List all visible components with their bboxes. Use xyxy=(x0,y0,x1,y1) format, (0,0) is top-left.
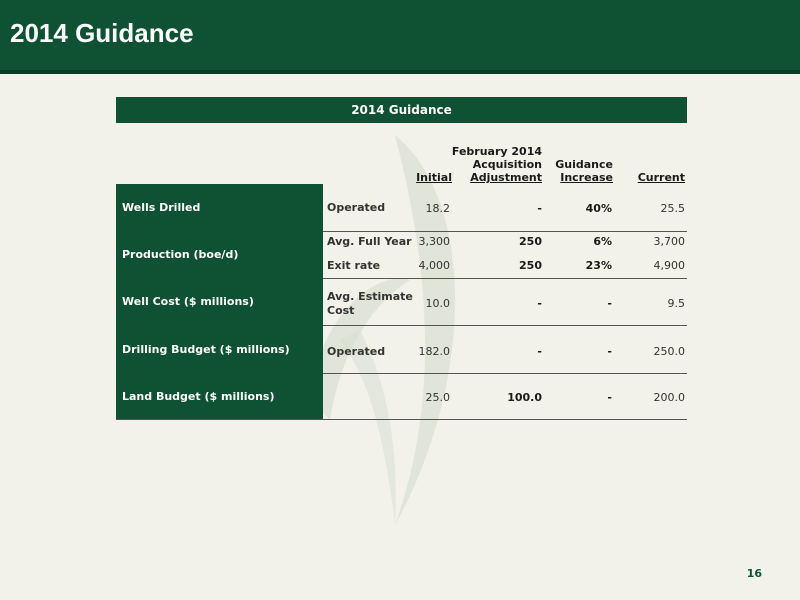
row-divider xyxy=(323,373,687,374)
table-title-banner: 2014 Guidance xyxy=(116,97,687,123)
cell-initial: 18.2 xyxy=(425,202,450,215)
header-inc-line1: Guidance xyxy=(555,158,613,171)
row-label-text: Land Budget ($ millions) xyxy=(122,389,275,403)
cell-initial: 182.0 xyxy=(418,345,450,358)
header-acquisition-adjustment xyxy=(450,145,542,184)
row-sub-label: Avg. Full Year xyxy=(327,235,412,248)
row-label-text: Production (boe/d) xyxy=(122,248,239,261)
cell-increase: - xyxy=(607,391,612,404)
slide-title: 2014 Guidance xyxy=(10,18,194,48)
table-bottom-rule xyxy=(116,419,687,420)
cell-current: 25.5 xyxy=(660,202,685,215)
cell-adjustment: - xyxy=(537,202,542,215)
row-label-text: Wells Drilled xyxy=(122,201,201,214)
row-label-wells-drilled xyxy=(116,184,323,231)
cell-initial: 4,000 xyxy=(418,259,450,272)
cell-current: 9.5 xyxy=(667,297,685,310)
cell-current: 4,900 xyxy=(653,259,685,272)
row-divider xyxy=(323,231,687,232)
header-acq-line2: Acquisition xyxy=(472,158,542,171)
cell-initial: 3,300 xyxy=(418,235,450,248)
header-guidance-increase xyxy=(545,158,613,184)
cell-increase: - xyxy=(607,297,612,310)
row-sub-label: Exit rate xyxy=(327,259,381,272)
header-acq-line3: Adjustment xyxy=(470,171,542,184)
row-label-drilling-budget xyxy=(116,325,323,373)
header-inc-line2: Increase xyxy=(560,171,613,184)
cell-adjustment: - xyxy=(537,297,542,310)
row-divider xyxy=(323,278,687,279)
row-label-production xyxy=(116,231,323,278)
header-divider xyxy=(0,70,800,74)
row-sub-label: Operated xyxy=(327,201,386,214)
cell-increase: 6% xyxy=(593,235,612,248)
cell-current: 200.0 xyxy=(653,391,685,404)
cell-increase: - xyxy=(607,345,612,358)
cell-current: 250.0 xyxy=(653,345,685,358)
row-divider xyxy=(323,325,687,326)
header-current-label: Current xyxy=(637,171,685,184)
cell-adjustment: 250 xyxy=(519,259,542,272)
row-sub-line2: Cost xyxy=(327,304,355,317)
cell-increase: 23% xyxy=(585,259,612,272)
row-label-well-cost xyxy=(116,278,323,325)
page-number: 16 xyxy=(746,567,762,580)
row-sub-line1: Avg. Estimate xyxy=(327,290,413,303)
row-label-land-budget xyxy=(116,373,323,419)
cell-initial: 25.0 xyxy=(425,391,450,404)
row-label-text: Well Cost ($ millions) xyxy=(122,295,254,308)
cell-initial: 10.0 xyxy=(425,297,450,310)
header-initial-label: Initial xyxy=(416,171,452,184)
header-acq-line1: February 2014 xyxy=(451,145,542,158)
cell-increase: 40% xyxy=(585,202,612,215)
cell-current: 3,700 xyxy=(653,235,685,248)
header-current xyxy=(630,171,685,184)
leaf-watermark-logo xyxy=(300,130,470,530)
row-sub-label: Operated xyxy=(327,345,386,358)
row-label-text: Drilling Budget ($ millions) xyxy=(122,342,290,356)
cell-adjustment: 100.0 xyxy=(507,391,542,404)
cell-adjustment: - xyxy=(537,345,542,358)
header-initial xyxy=(400,171,452,184)
cell-adjustment: 250 xyxy=(519,235,542,248)
